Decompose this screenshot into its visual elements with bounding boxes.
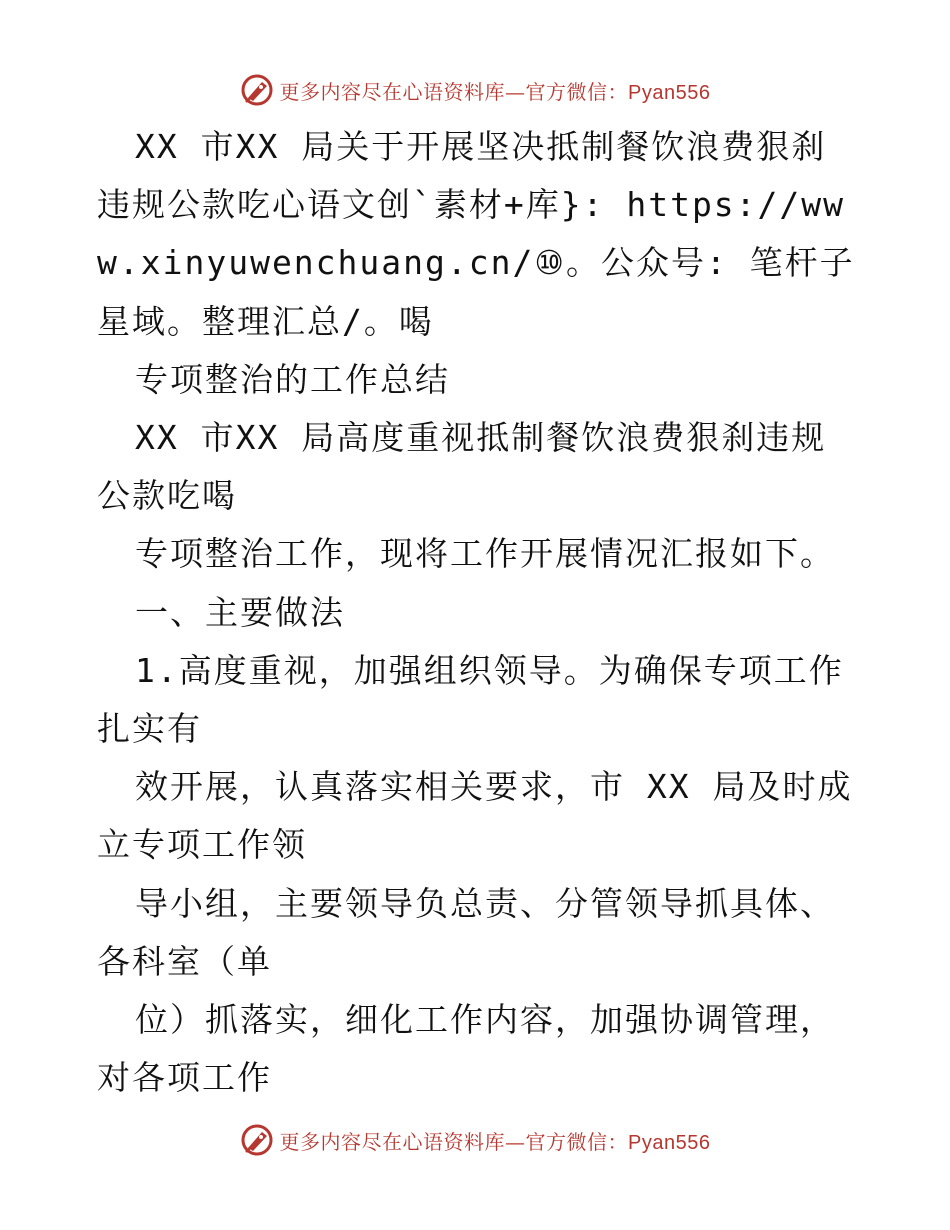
paragraph: 1.高度重视，加强组织领导。为确保专项工作扎实有 — [97, 650, 844, 749]
paragraph: 专项整治工作，现将工作开展情况汇报如下。 — [135, 534, 835, 574]
wechat-id: Pyan556 — [628, 1131, 711, 1154]
paragraph-subtitle: 专项整治的工作总结 — [135, 359, 450, 399]
paragraph: 位）抓落实，细化工作内容，加强协调管理，对各项工作 — [97, 1000, 835, 1098]
paragraph: 效开展，认真落实相关要求，市 XX 局及时成立专项工作领 — [97, 767, 853, 865]
section-heading: 一、主要做法 — [135, 592, 345, 632]
watermark-text: 更多内容尽在心语资料库—官方微信：Pyan556 — [279, 79, 711, 104]
footer-watermark — [0, 1120, 950, 1160]
paragraph: 导小组，主要领导负总责、分管领导抓具体、各科室（单 — [97, 883, 835, 981]
paragraph: XX 市XX 局高度重视抵制餐饮浪费狠刹违规公款吃喝 — [97, 418, 827, 516]
paragraph-title: XX 市XX 局关于开展坚决抵制餐饮浪费狠刹违规公款吃心语文创`素材+库}: https://www.xinyuwenchuang.cn/⑩。公众号: 笔杆子星域。整理汇总/。喝 — [97, 127, 855, 341]
watermark-text: 更多内容尽在心语资料库—官方微信：Pyan556 — [279, 1129, 711, 1154]
pen-nib-logo-icon — [240, 1123, 274, 1157]
wechat-id: Pyan556 — [628, 81, 711, 104]
pen-nib-logo-icon — [240, 73, 274, 107]
header-watermark — [0, 70, 950, 110]
document-body — [97, 118, 857, 1107]
